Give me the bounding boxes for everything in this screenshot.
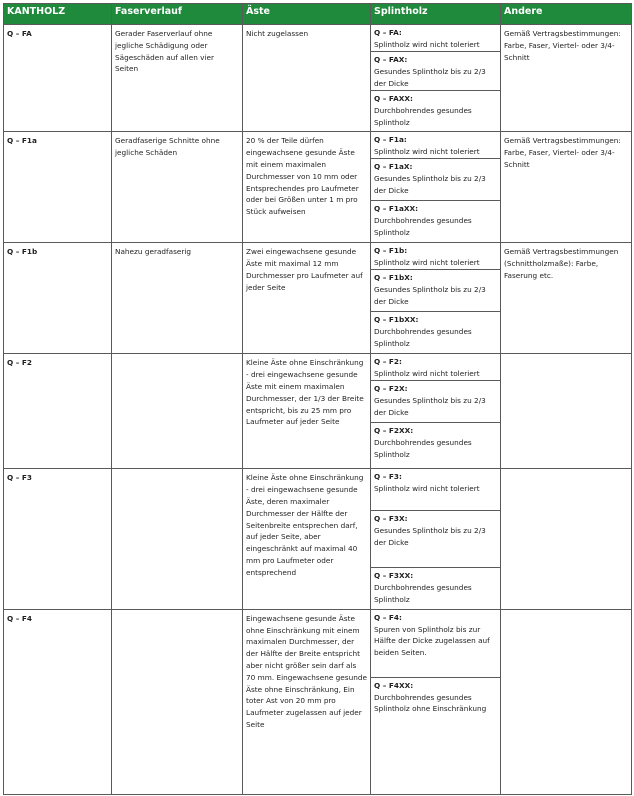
splintholz-label: Q – F3: [374, 472, 402, 482]
grade-code: Q – F1a [4, 132, 112, 243]
table-row [4, 243, 632, 354]
splintholz-cell [371, 609, 501, 794]
splintholz-label: Q – F1bXX: [374, 315, 419, 325]
splintholz-entry [371, 568, 500, 608]
splintholz-text: Splintholz wird nicht toleriert [374, 484, 480, 494]
splintholz-cell [371, 243, 501, 354]
andere-cell: Gemäß Vertragsbestimmungen: Farbe, Faser, Viertel- oder 3/4-Schnitt [501, 25, 632, 132]
table-row [4, 609, 632, 794]
splintholz-entry [371, 201, 500, 241]
andere-cell [501, 609, 632, 794]
splintholz-entry [371, 354, 500, 381]
faserverlauf-cell: Gerader Faserverlauf ohne jegliche Schädigung oder Sägeschäden auf allen vier Seiten [112, 25, 243, 132]
andere-cell [501, 469, 632, 609]
grade-code: Q – F4 [4, 609, 112, 794]
splintholz-text: Splintholz wird nicht toleriert [374, 147, 480, 157]
splintholz-entry [371, 25, 500, 52]
header-andere: Andere [501, 4, 632, 25]
table-row [4, 354, 632, 469]
splintholz-entry [371, 243, 500, 270]
splintholz-entry [371, 610, 500, 678]
splintholz-text: Durchbohrendes gesundes Splintholz [374, 583, 472, 604]
splintholz-text: Spuren von Splintholz bis zur Hälfte der Dicke zugelassen auf beiden Seiten. [374, 624, 490, 658]
table-row [4, 469, 632, 609]
splintholz-label: Q – F3X: [374, 514, 408, 524]
splintholz-label: Q – F4XX: [374, 680, 414, 690]
splintholz-text: Gesundes Splintholz bis zu 2/3 der Dicke [374, 396, 486, 417]
table-row [4, 25, 632, 132]
grading-table-wrapper [3, 3, 631, 795]
faserverlauf-cell [112, 354, 243, 469]
andere-cell: Gemäß Vertragsbestimmungen: Farbe, Faser, Viertel- oder 3/4-Schnitt [501, 132, 632, 243]
splintholz-text: Splintholz wird nicht toleriert [374, 369, 480, 379]
splintholz-label: Q – FA: [374, 28, 402, 37]
splintholz-text: Durchbohrendes gesundes Splintholz [374, 327, 472, 348]
header-splintholz: Splintholz [371, 4, 501, 25]
aeste-cell: Kleine Äste ohne Einschränkung - drei eingewachsene gesunde Äste mit einem maximalen Durchmesser, der 1/3 der Breite entspricht, bis zu 25 mm pro Laufmeter auf jeder Seite [243, 354, 371, 469]
splintholz-entry [371, 91, 500, 131]
splintholz-entry [371, 678, 500, 718]
splintholz-label: Q – F1b: [374, 246, 408, 256]
splintholz-entry [371, 469, 500, 511]
splintholz-entry [371, 423, 500, 463]
splintholz-entry [371, 52, 500, 91]
andere-cell [501, 354, 632, 469]
grading-table [3, 3, 632, 795]
splintholz-label: Q – F2X: [374, 384, 408, 394]
splintholz-label: Q – FAXX: [374, 94, 413, 103]
splintholz-text: Splintholz wird nicht toleriert [374, 258, 480, 268]
table-row [4, 132, 632, 243]
splintholz-text: Durchbohrendes gesundes Splintholz [374, 105, 472, 127]
splintholz-label: Q – F2XX: [374, 426, 414, 436]
splintholz-label: Q – F1aXX: [374, 204, 419, 214]
splintholz-label: Q – FAX: [374, 55, 408, 64]
splintholz-label: Q – F1bX: [374, 273, 413, 283]
splintholz-label: Q – F3XX: [374, 571, 414, 581]
splintholz-text: Durchbohrendes gesundes Splintholz [374, 438, 472, 459]
splintholz-label: Q – F4: [374, 612, 402, 622]
header-faserverlauf: Faserverlauf [112, 4, 243, 25]
faserverlauf-cell [112, 469, 243, 609]
splintholz-text: Gesundes Splintholz bis zu 2/3 der Dicke [374, 526, 486, 547]
splintholz-text: Durchbohrendes gesundes Splintholz [374, 216, 472, 237]
splintholz-entry [371, 132, 500, 159]
grade-code: Q – FA [4, 25, 112, 132]
splintholz-cell [371, 132, 501, 243]
aeste-cell: Zwei eingewachsene gesunde Äste mit maximal 12 mm Durchmesser pro Laufmeter auf jeder Seite [243, 243, 371, 354]
splintholz-text: Splintholz wird nicht toleriert [374, 39, 480, 49]
splintholz-entry [371, 270, 500, 312]
grade-code: Q – F2 [4, 354, 112, 469]
aeste-cell: Eingewachsene gesunde Äste ohne Einschränkung mit einem maximalen Durchmesser, der der Hälfte der Breite entspricht aber nicht größer sein darf als 70 mm. Eingewachsene gesunde Äste ohne Einschränkung, Ein toter Ast von 20 mm pro Laufmeter zugelassen auf jeder Seite [243, 609, 371, 794]
faserverlauf-cell [112, 609, 243, 794]
splintholz-label: Q – F2: [374, 357, 402, 367]
andere-cell: Gemäß Vertragsbestimmungen (Schnittholzmaße): Farbe, Faserung etc. [501, 243, 632, 354]
splintholz-label: Q – F1a: [374, 135, 407, 145]
splintholz-text: Gesundes Splintholz bis zu 2/3 der Dicke [374, 66, 486, 88]
aeste-cell: 20 % der Teile dürfen eingewachsene gesunde Äste mit einem maximalen Durchmesser von 10 mm oder Entsprechendes pro Laufmeter oder bei Größen unter 1 m pro Stück aufweisen [243, 132, 371, 243]
splintholz-cell [371, 25, 501, 132]
splintholz-text: Gesundes Splintholz bis zu 2/3 der Dicke [374, 174, 486, 195]
splintholz-cell [371, 469, 501, 609]
grade-code: Q – F3 [4, 469, 112, 609]
splintholz-text: Gesundes Splintholz bis zu 2/3 der Dicke [374, 285, 486, 306]
aeste-cell: Kleine Äste ohne Einschränkung - drei eingewachsene gesunde Äste, deren maximaler Durchmesser der Hälfte der Seitenbreite entsprechen darf, auf jeder Seite, aber eingeschränkt auf maximal 40 mm pro Laufmeter oder entsprechend [243, 469, 371, 609]
splintholz-text: Durchbohrendes gesundes Splintholz ohne Einschränkung [374, 692, 487, 714]
splintholz-entry [371, 312, 500, 352]
grade-code: Q – F1b [4, 243, 112, 354]
faserverlauf-cell: Nahezu geradfaserig [112, 243, 243, 354]
splintholz-cell [371, 354, 501, 469]
header-aeste: Äste [243, 4, 371, 25]
splintholz-entry [371, 159, 500, 201]
splintholz-entry [371, 381, 500, 423]
faserverlauf-cell: Geradfaserige Schnitte ohne jegliche Schäden [112, 132, 243, 243]
table-header-row [4, 4, 632, 25]
aeste-cell: Nicht zugelassen [243, 25, 371, 132]
splintholz-entry [371, 511, 500, 568]
splintholz-label: Q – F1aX: [374, 162, 413, 172]
header-kantholz: KANTHOLZ [4, 4, 112, 25]
